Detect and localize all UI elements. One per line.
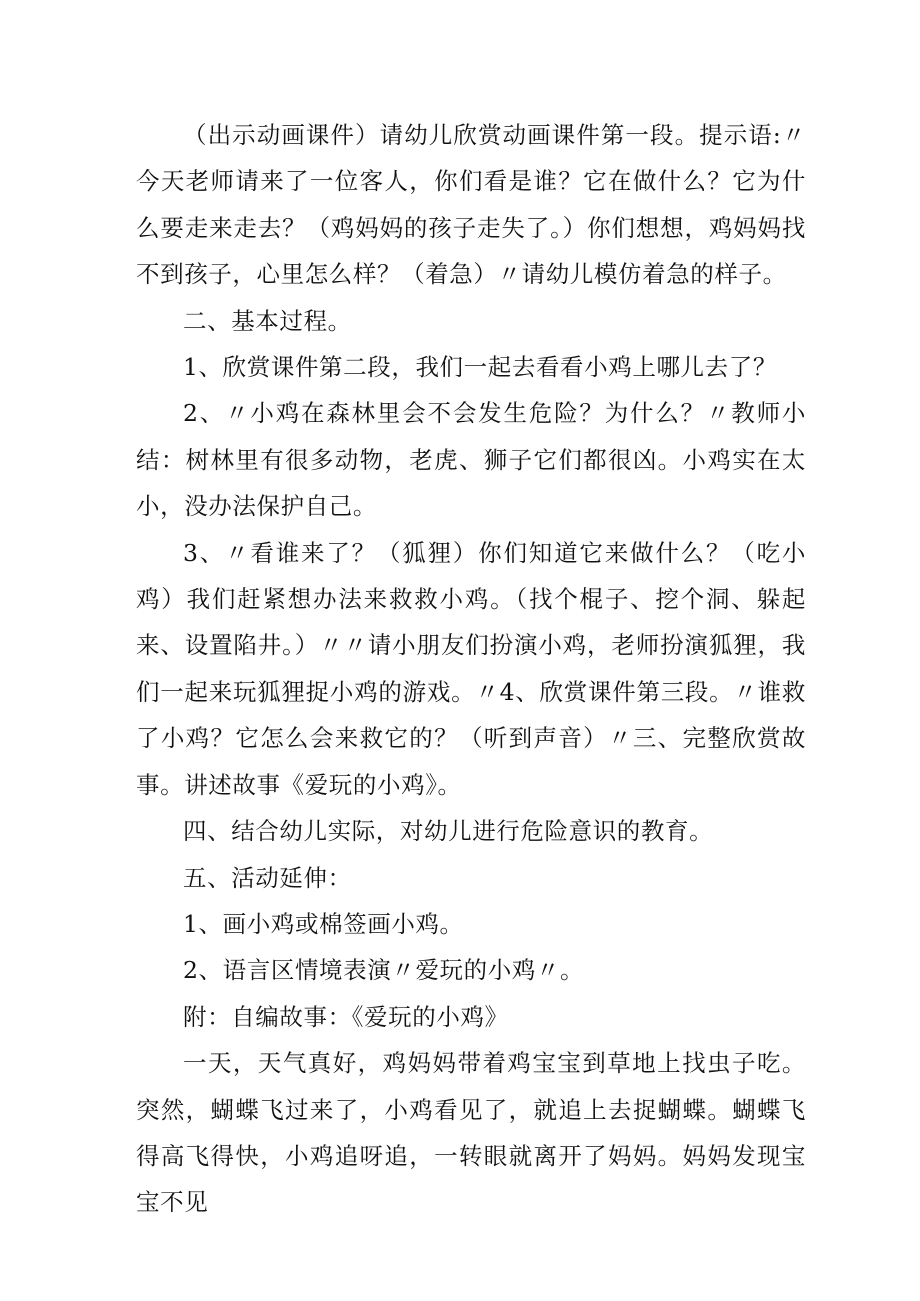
paragraph-step-3: 3、〃看谁来了？（狐狸）你们知道它来做什么？（吃小鸡）我们赶紧想办法来救救小鸡。（找个棍子、挖个洞、躲起来、设置陷井。）〃〃请小朋友们扮演小鸡，老师扮演狐狸，我们一起来玩狐狸捉小鸡的游戏。〃4、欣赏课件第三段。〃谁救了小鸡？它怎么会来救它的？（听到声音）〃三、完整欣赏故事。讲述故事《爱玩的小鸡》。 bbox=[136, 538, 806, 799]
document-body bbox=[136, 112, 806, 1226]
heading-activity-extension: 五、活动延伸： bbox=[183, 863, 352, 892]
paragraph-step-2: 2、〃小鸡在森林里会不会发生危险？为什么？〃教师小结：树林里有很多动物，老虎、狮子它们都很凶。小鸡实在太小，没办法保护自己。 bbox=[136, 399, 806, 521]
heading-safety-education: 四、结合幼儿实际，对幼儿进行危险意识的教育。 bbox=[183, 817, 714, 846]
paragraph-story: 一天，天气真好，鸡妈妈带着鸡宝宝到草地上找虫子吃。突然，蝴蝶飞过来了，小鸡看见了，就追上去捉蝴蝶。蝴蝶飞得高飞得快，小鸡追呀追，一转眼就离开了妈妈。妈妈发现宝宝不见 bbox=[136, 1049, 806, 1217]
heading-appendix-story: 附：自编故事：《爱玩的小鸡》 bbox=[183, 1002, 509, 1031]
paragraph-extension-2: 2、语言区情境表演〃爱玩的小鸡〃。 bbox=[183, 956, 585, 985]
paragraph-intro: （出示动画课件）请幼儿欣赏动画课件第一段。提示语:〃今天老师请来了一位客人，你们看是谁？它在做什么？它为什么要走来走去？（鸡妈妈的孩子走失了。）你们想想，鸡妈妈找不到孩子，心里怎么样？（着急）〃请幼儿模仿着急的样子。 bbox=[136, 121, 806, 289]
paragraph-extension-1: 1、画小鸡或棉签画小鸡。 bbox=[183, 909, 464, 938]
heading-basic-process: 二、基本过程。 bbox=[183, 306, 352, 335]
paragraph-step-1: 1、欣赏课件第二段，我们一起去看看小鸡上哪儿去了？ bbox=[183, 353, 777, 382]
